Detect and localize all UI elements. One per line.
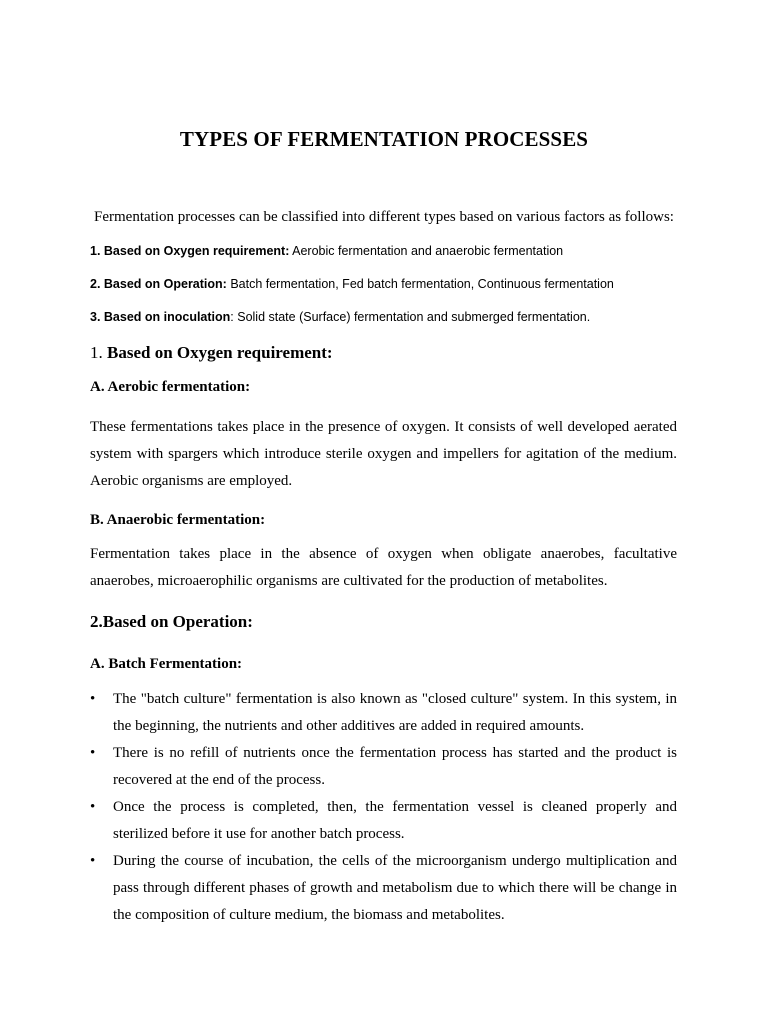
basis-text: : Solid state (Surface) fermentation and submerged fermentation. [230,310,591,324]
basis-label: 3. Based on inoculation [90,310,231,324]
intro-paragraph: Fermentation processes can be classified into different types based on various factors as follows: [94,209,674,225]
subheading-anaerobic: B. Anaerobic fermentation: [90,512,266,528]
list-item [90,848,677,929]
list-item-text: During the course of incubation, the cells of the microorganism undergo multiplication and pass through different phases of growth and metabolism due to which there will be change in the composition of culture medium, the biomass and metabolites. [113,853,677,923]
bullet-icon: • [90,853,96,869]
list-item [90,740,677,794]
basis-item-oxygen [90,244,700,258]
subheading-batch: A. Batch Fermentation: [90,656,243,672]
list-item [90,686,677,740]
section-heading-operation: 2.Based on Operation: [90,612,253,631]
basis-label: 1. Based on Oxygen requirement: [90,244,290,258]
section-heading-oxygen [90,343,333,363]
basis-text: Batch fermentation, Fed batch fermentation, Continuous fermentation [226,277,614,291]
basis-item-operation [90,277,700,291]
list-item-text: The "batch culture" fermentation is also known as "closed culture" system. In this system, in the beginning, the nutrients and other additives are added in required amounts. [113,691,677,734]
bullet-icon: • [90,745,96,761]
basis-item-inoculation [90,310,700,324]
section-heading-text: Based on Oxygen requirement: [107,343,333,362]
list-item [90,794,677,848]
paragraph-aerobic: These fermentations takes place in the presence of oxygen. It consists of well developed aerated system with spargers which introduce sterile oxygen and impellers for agitation of the medium. Aerobic organisms are employed. [90,419,677,489]
basis-label: 2. Based on Operation: [90,277,227,291]
list-item-text: There is no refill of nutrients once the fermentation process has started and the product is recovered at the end of the process. [113,745,677,788]
page-title: TYPES OF FERMENTATION PROCESSES [179,127,589,151]
bullet-icon: • [90,799,96,815]
section-number: 1. [90,343,107,362]
bullet-icon: • [90,691,96,707]
basis-text: Aerobic fermentation and anaerobic fermentation [289,244,564,258]
list-item-text: Once the process is completed, then, the fermentation vessel is cleaned properly and sterilized before it use for another batch process. [113,799,677,842]
subheading-aerobic: A. Aerobic fermentation: [90,379,251,395]
batch-bullet-list [90,686,677,929]
paragraph-anaerobic: Fermentation takes place in the absence of oxygen when obligate anaerobes, facultative anaerobes, microaerophilic organisms are cultivated for the production of metabolites. [90,546,677,589]
